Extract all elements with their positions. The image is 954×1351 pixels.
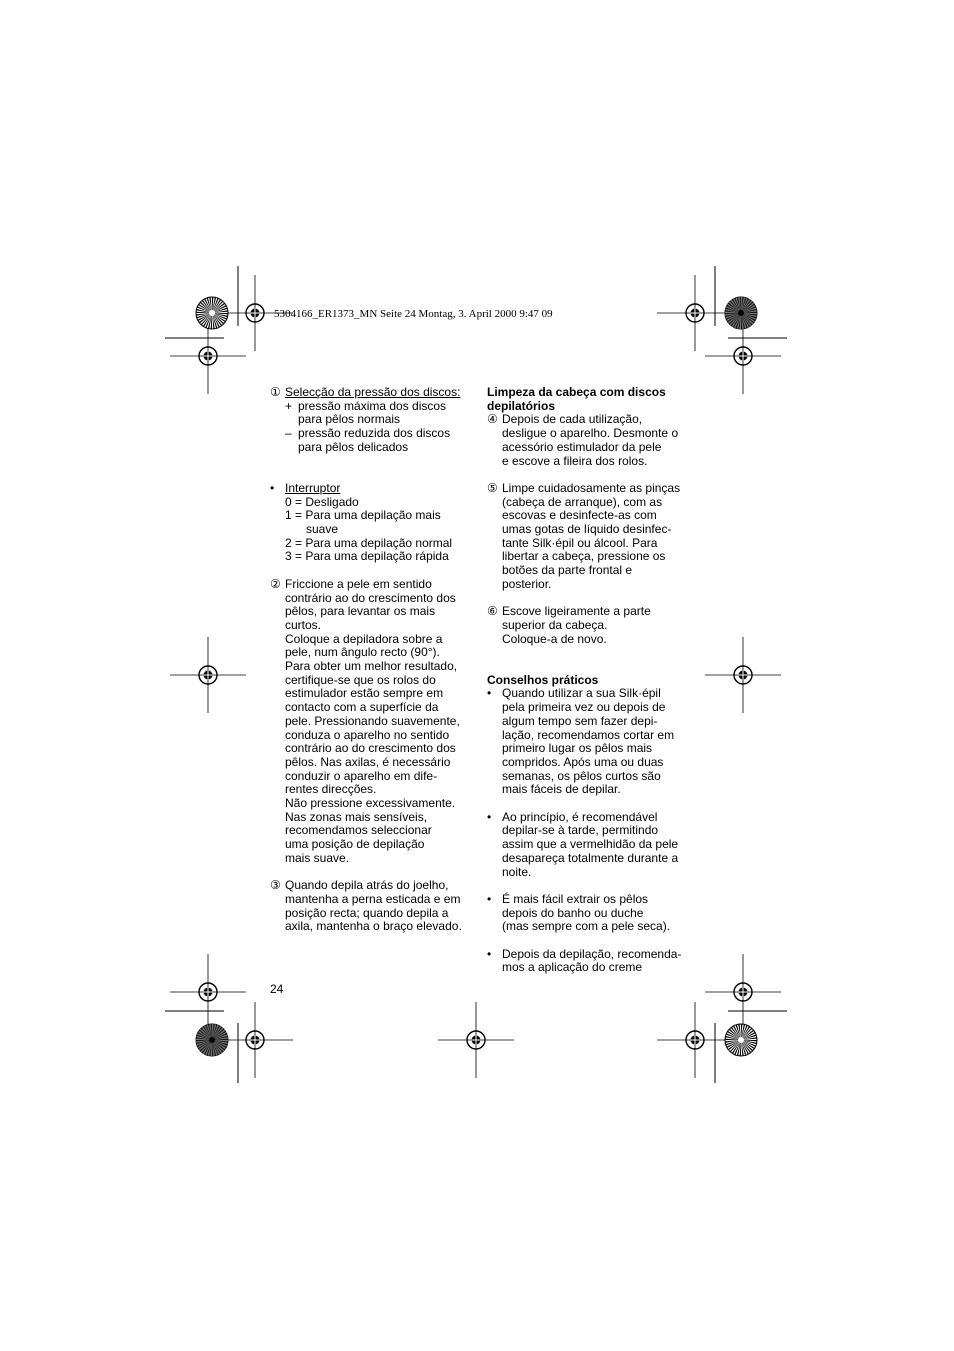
- tip-3-text: [502, 893, 687, 934]
- right-column: [487, 386, 687, 975]
- tip-1-text: [502, 687, 687, 797]
- text-line: depois do banho ou duche: [502, 905, 644, 920]
- text-line: Depois de cada utilização,: [502, 412, 643, 427]
- registration-mark: [170, 637, 246, 713]
- text-line: acessório estimulador da pele: [502, 439, 662, 454]
- text-line: depilar-se à tarde, permitindo: [502, 823, 659, 838]
- text-line: posição recta; quando depila a: [285, 905, 449, 920]
- minus-line: pressão reduzida dos discos: [298, 426, 451, 441]
- text-line: conduza o aparelho no sentido: [285, 727, 450, 742]
- step-5-text: [502, 482, 687, 592]
- tip-2-text: [502, 811, 687, 880]
- text-line: noite.: [502, 864, 532, 879]
- text-line: compridos. Após uma ou duas: [502, 754, 664, 769]
- step-marker-5: ⑤: [487, 480, 498, 495]
- text-line: contrário ao do crescimento dos: [285, 741, 456, 756]
- bullet-marker: •: [487, 946, 492, 961]
- section-step-4: [487, 413, 687, 468]
- star-target-mark: [725, 1024, 757, 1056]
- step-marker-4: ④: [487, 412, 498, 427]
- star-target-mark: [725, 297, 757, 329]
- star-target-mark: [196, 297, 228, 329]
- text-line: (cabeça de arranque), com as: [502, 494, 663, 509]
- text-line: superior da cabeça.: [502, 617, 608, 632]
- tip-4: [487, 948, 687, 975]
- switch-setting-3: 3 = Para uma depilação rápida: [285, 549, 449, 564]
- text-line: mais suave.: [285, 850, 350, 865]
- text-line: curtos.: [285, 617, 322, 632]
- bullet-marker: •: [487, 686, 492, 701]
- text-line: Friccione a pele em sentido: [285, 576, 432, 591]
- bullet-marker: •: [487, 891, 492, 906]
- section-step-2: [270, 578, 470, 866]
- text-line: Coloque a depiladora sobre a: [285, 631, 443, 646]
- switch-title: Interruptor: [285, 480, 341, 495]
- text-line: conduzir o aparelho em dife-: [285, 768, 438, 783]
- text-line: contrário ao do crescimento dos: [285, 590, 456, 605]
- plus-line: pressão máxima dos discos: [298, 398, 447, 413]
- text-line: Para obter um melhor resultado,: [285, 659, 458, 674]
- page-number: 24: [270, 982, 284, 996]
- step-marker-3: ③: [270, 878, 281, 893]
- text-line: posterior.: [502, 576, 552, 591]
- section-disc-pressure: [270, 386, 470, 455]
- text-line: tante Silk·épil ou álcool. Para: [502, 535, 658, 550]
- text-line: Limpe cuidadosamente as pinças: [502, 480, 681, 495]
- text-line: lação, recomendamos cortar em: [502, 727, 675, 742]
- switch-setting-1-cont: suave: [306, 522, 339, 536]
- text-line: Quando utilizar a sua Silk·épil: [502, 686, 661, 701]
- switch-setting-2: 2 = Para uma depilação normal: [285, 535, 453, 550]
- text-line: estimulador estão sempre em: [285, 686, 444, 701]
- step-2-text: [285, 578, 470, 866]
- registration-mark: [438, 1002, 514, 1078]
- text-line: Ao princípio, é recomendável: [502, 809, 658, 824]
- plus-marker: +: [285, 398, 293, 413]
- minus-line: para pêlos delicados: [298, 439, 409, 454]
- text-line: uma posição de depilação: [285, 837, 425, 852]
- text-line: desligue o aparelho. Desmonte o: [502, 426, 679, 441]
- tips-heading: Conselhos práticos: [487, 672, 599, 687]
- switch-setting-1: 1 = Para uma depilação mais: [285, 508, 441, 523]
- text-line: (mas sempre com a pele seca).: [502, 919, 671, 934]
- minus-option: [285, 427, 470, 454]
- text-line: pele. Pressionando suavemente,: [285, 713, 460, 728]
- text-line: umas gotas de líquido desinfec-: [502, 522, 672, 537]
- text-line: Escove ligeiramente a parte: [502, 604, 651, 619]
- print-slug: 5304166_ER1373_MN Seite 24 Montag, 3. April 2000 9:47 09: [274, 308, 553, 320]
- registration-mark: [657, 275, 733, 351]
- text-line: mais fáceis de depilar.: [502, 782, 621, 797]
- cleaning-heading: Limpeza da cabeça com discos: [487, 385, 666, 399]
- cleaning-heading-cont: depilatórios: [487, 398, 556, 413]
- text-line: pêlos. Nas axilas, é necessário: [285, 754, 451, 769]
- text-line: algum tempo sem fazer depi-: [502, 713, 658, 728]
- step-marker-1: ①: [270, 385, 281, 399]
- text-line: Coloque-a de novo.: [502, 631, 607, 646]
- registration-mark: [657, 1002, 733, 1078]
- tip-1: [487, 687, 687, 797]
- text-line: mos a aplicação do creme: [502, 960, 643, 975]
- text-line: libertar a cabeça, pressione os: [502, 549, 666, 564]
- tip-2: [487, 811, 687, 880]
- text-line: primeiro lugar os pêlos mais: [502, 741, 653, 756]
- text-line: Nas zonas mais sensíveis,: [285, 809, 428, 824]
- section-switch: [270, 482, 470, 564]
- bullet-marker: •: [487, 809, 492, 824]
- text-line: contacto com a superfície da: [285, 700, 439, 715]
- text-line: semanas, os pêlos curtos são: [502, 768, 661, 783]
- plus-option: [285, 400, 470, 427]
- registration-mark: [705, 954, 781, 1030]
- registration-mark: [170, 318, 246, 394]
- step-marker-6: ⑥: [487, 604, 498, 619]
- text-line: pele, num ângulo recto (90°).: [285, 645, 440, 660]
- text-line: mantenha a perna esticada e em: [285, 891, 461, 906]
- step-marker-2: ②: [270, 576, 281, 591]
- text-line: Não pressione excessivamente.: [285, 796, 456, 811]
- section-step-6: [487, 605, 687, 646]
- step-6-text: [502, 605, 687, 646]
- text-line: desapareça totalmente durante a: [502, 850, 679, 865]
- text-line: certifique-se que os rolos do: [285, 672, 436, 687]
- text-line: recomendamos seleccionar: [285, 823, 432, 838]
- bullet-marker: •: [270, 480, 275, 495]
- registration-mark: [170, 954, 246, 1030]
- registration-mark: [705, 637, 781, 713]
- section-step-5: [487, 482, 687, 592]
- left-column: [270, 386, 470, 934]
- text-line: É mais fácil extrair os pêlos: [502, 891, 649, 906]
- tip-4-text: [502, 948, 687, 975]
- step-3-text: [285, 879, 470, 934]
- text-line: rentes direcções.: [285, 782, 377, 797]
- tip-3: [487, 893, 687, 934]
- text-line: pêlos, para levantar os mais: [285, 604, 436, 619]
- step-4-text: [502, 413, 687, 468]
- text-line: axila, mantenha o braço elevado.: [285, 919, 462, 934]
- star-target-mark: [196, 1024, 228, 1056]
- text-line: pela primeira vez ou depois de: [502, 700, 666, 715]
- text-line: e escove a fileira dos rolos.: [502, 453, 648, 468]
- text-line: botões da parte frontal e: [502, 563, 633, 578]
- section-step-3: [270, 879, 470, 934]
- text-line: assim que a vermelhidão da pele: [502, 837, 679, 852]
- registration-mark: [705, 318, 781, 394]
- switch-setting-0: 0 = Desligado: [285, 494, 359, 509]
- text-line: escovas e desinfecte-as com: [502, 508, 657, 523]
- plus-line: para pêlos normais: [298, 412, 401, 427]
- text-line: Depois da depilação, recomenda-: [502, 946, 682, 961]
- disc-pressure-title: Selecção da pressão dos discos:: [285, 385, 461, 399]
- minus-marker: –: [285, 426, 292, 441]
- text-line: Quando depila atrás do joelho,: [285, 878, 449, 893]
